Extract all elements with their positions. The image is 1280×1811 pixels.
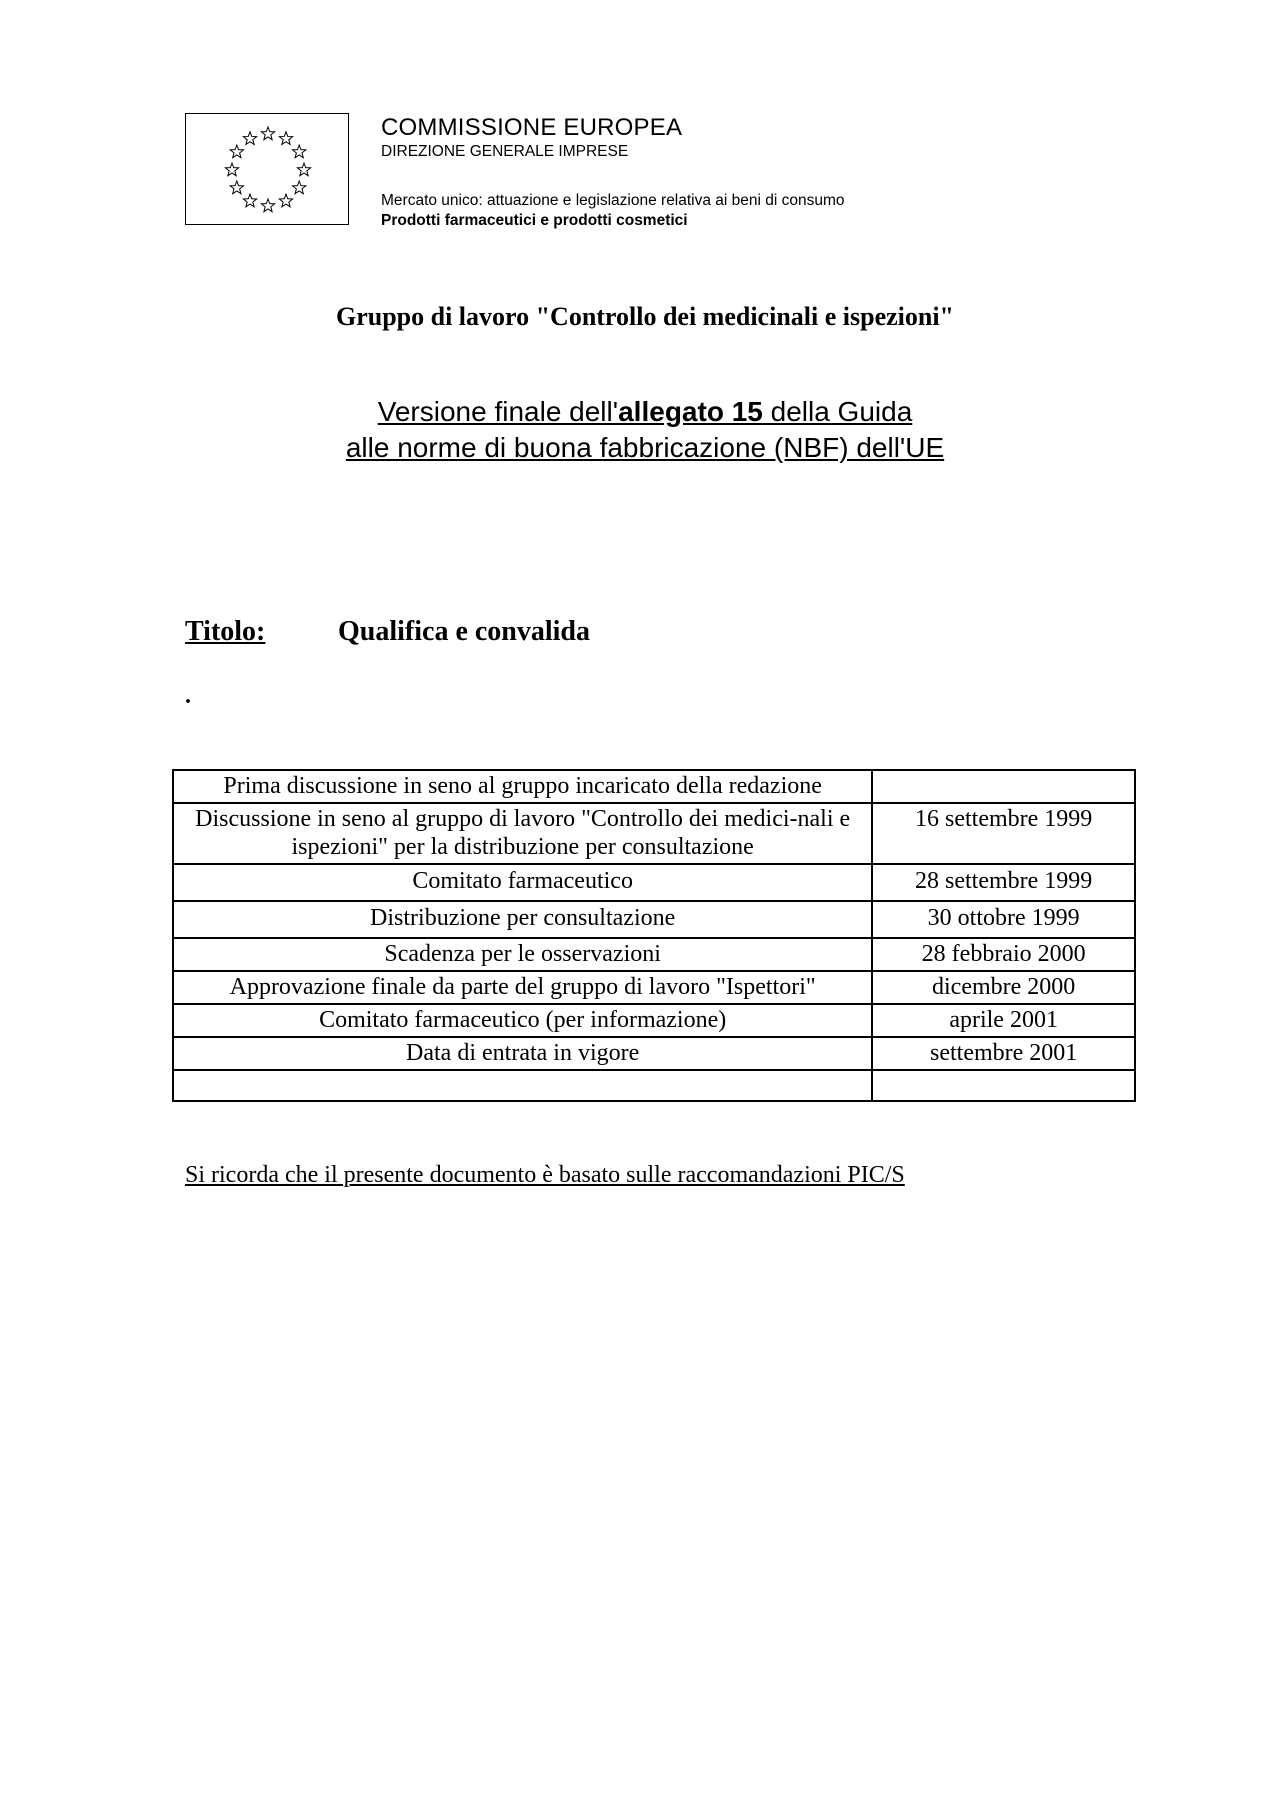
event-cell: Data di entrata in vigore bbox=[173, 1037, 872, 1070]
table-row bbox=[173, 938, 1135, 971]
date-cell bbox=[872, 770, 1135, 803]
table-row bbox=[173, 864, 1135, 901]
star-icon bbox=[279, 194, 292, 207]
event-cell: Approvazione finale da parte del gruppo di lavoro "Ispettori" bbox=[173, 971, 872, 1004]
table-row bbox=[173, 901, 1135, 938]
document-title bbox=[0, 394, 1280, 466]
date-cell: dicembre 2000 bbox=[872, 971, 1135, 1004]
date-cell: 30 ottobre 1999 bbox=[872, 901, 1135, 938]
event-cell: Comitato farmaceutico bbox=[173, 864, 872, 901]
event-cell: Scadenza per le osservazioni bbox=[173, 938, 872, 971]
table-row bbox=[173, 1004, 1135, 1037]
date-cell: 28 settembre 1999 bbox=[872, 864, 1135, 901]
star-icon bbox=[261, 127, 274, 140]
footnote: Si ricorda che il presente documento è basato sulle raccomandazioni PIC/S bbox=[185, 1162, 905, 1188]
event-cell: Prima discussione in seno al gruppo incaricato della redazione bbox=[173, 770, 872, 803]
star-icon bbox=[243, 194, 256, 207]
star-icon bbox=[243, 132, 256, 145]
table-row bbox=[173, 770, 1135, 803]
table-row bbox=[173, 803, 1135, 864]
document-title-line-1: Versione finale dell'allegato 15 della Guida bbox=[377, 396, 913, 427]
date-cell: aprile 2001 bbox=[872, 1004, 1135, 1037]
event-cell: Discussione in seno al gruppo di lavoro "Controllo dei medici-nali e ispezioni" per la distribuzione per consultazione bbox=[173, 803, 872, 864]
star-icon bbox=[230, 181, 243, 194]
table-row bbox=[173, 1037, 1135, 1070]
working-group-heading: Gruppo di lavoro "Controllo dei medicinali e ispezioni" bbox=[335, 302, 954, 331]
letterhead bbox=[381, 114, 845, 231]
date-cell: 16 settembre 1999 bbox=[872, 803, 1135, 864]
date-cell: settembre 2001 bbox=[872, 1037, 1135, 1070]
star-icon bbox=[293, 181, 306, 194]
star-icon bbox=[297, 163, 310, 176]
event-cell: Distribuzione per consultazione bbox=[173, 901, 872, 938]
event-cell bbox=[173, 1070, 872, 1101]
stray-mark: . bbox=[185, 683, 191, 709]
sector-name: Prodotti farmaceutici e prodotti cosmetici bbox=[381, 212, 688, 229]
date-cell: 28 febbraio 2000 bbox=[872, 938, 1135, 971]
title-value: Qualifica e convalida bbox=[338, 616, 590, 647]
star-icon bbox=[230, 145, 243, 158]
event-cell: Comitato farmaceutico (per informazione) bbox=[173, 1004, 872, 1037]
timeline-table bbox=[172, 769, 1136, 1102]
document-title-line-2: alle norme di buona fabbricazione (NBF) dell'UE bbox=[345, 432, 945, 463]
star-icon bbox=[279, 132, 292, 145]
star-icon bbox=[293, 145, 306, 158]
eu-logo bbox=[185, 113, 349, 225]
directorate-name: DIREZIONE GENERALE IMPRESE bbox=[381, 143, 629, 160]
star-icon bbox=[261, 199, 274, 212]
unit-name: Mercato unico: attuazione e legislazione relativa ai beni di consumo bbox=[381, 192, 845, 209]
date-cell bbox=[872, 1070, 1135, 1101]
star-icon bbox=[225, 163, 238, 176]
eu-flag-stars-icon bbox=[186, 114, 348, 224]
table-row bbox=[173, 1070, 1135, 1101]
organization-name: COMMISSIONE EUROPEA bbox=[381, 114, 683, 141]
table-row bbox=[173, 971, 1135, 1004]
title-label: Titolo: bbox=[185, 616, 266, 647]
